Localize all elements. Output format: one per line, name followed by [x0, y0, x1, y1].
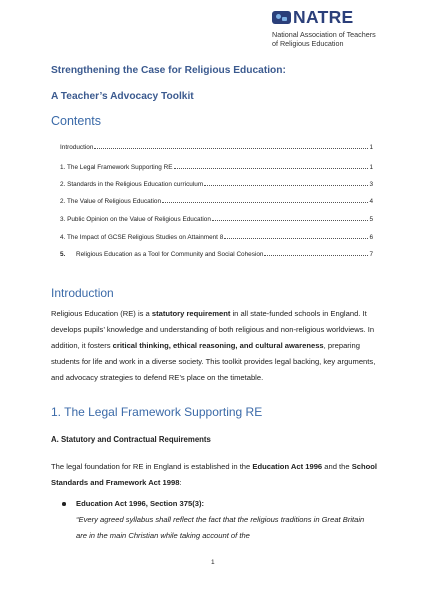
emphasis-statutory: statutory requirement: [151, 309, 231, 318]
toc-item-page: 4: [369, 198, 373, 205]
document-title-line1: Strengthening the Case for Religious Education:: [51, 65, 286, 76]
toc-item[interactable]: [60, 164, 373, 172]
toc-item[interactable]: [60, 198, 373, 206]
emphasis-skills: critical thinking, ethical reasoning, and cultural awareness: [112, 341, 324, 351]
bullet-quote: “Every agreed syllabus shall reflect the fact that the religious traditions in Great Britain are in the main Christian while taking account of the: [76, 515, 365, 541]
toc-item-label: [60, 251, 263, 259]
toc-item-label: 1. The Legal Framework Supporting RE: [60, 164, 173, 171]
toc-item-label: 2. Standards in the Religious Education curriculum: [60, 181, 204, 188]
toc-item[interactable]: [60, 216, 373, 224]
toc-leader: [162, 202, 368, 203]
toc-item-label: 3. Public Opinion on the Value of Religious Education: [60, 216, 211, 223]
bullet-heading: Education Act 1996, Section 375(3):: [76, 499, 205, 508]
toc-leader: [212, 220, 369, 221]
toc-leader: [94, 148, 368, 149]
logo-subtitle-line1: National Association of Teachers: [272, 30, 376, 39]
toc-item[interactable]: [60, 144, 373, 152]
toc-item-page: 1: [369, 144, 373, 151]
toc-item-label: Introduction: [60, 144, 94, 151]
natre-logo-icon: [272, 11, 291, 24]
toc-leader: [204, 185, 368, 186]
document-title-line2: A Teacher’s Advocacy Toolkit: [51, 91, 194, 102]
toc-item-page: 5: [369, 216, 373, 223]
toc-item-label: 2. The Value of Religious Education: [60, 198, 162, 205]
section1-subheading: A. Statutory and Contractual Requirements: [51, 435, 211, 444]
emphasis-education-act: Education Act 1996: [252, 462, 323, 471]
natre-logo: [272, 9, 420, 51]
section1-paragraph: The legal foundation for RE in England is established in the Education Act 1996 and the School Standards and Framework Act 1998:: [51, 462, 378, 488]
toc-item[interactable]: [60, 234, 373, 242]
bullet-icon: [62, 502, 66, 506]
toc-leader: [264, 255, 368, 256]
toc-item-page: 1: [369, 164, 373, 171]
toc-item-page: 3: [369, 181, 373, 188]
logo-subtitle: [272, 30, 376, 48]
logo-wordmark: NATRE: [293, 7, 354, 27]
toc-item-page: 7: [369, 251, 373, 258]
logo-subtitle-line2: of Religious Education: [272, 39, 344, 48]
toc-item[interactable]: [60, 181, 373, 189]
toc-item[interactable]: [60, 251, 373, 259]
page-number: 1: [211, 559, 215, 566]
toc-item-number: 5.: [60, 251, 66, 258]
toc-item-label: 4. The Impact of GCSE Religious Studies on Attainment 8: [60, 234, 224, 241]
introduction-paragraph: Religious Education (RE) is a statutory requirement in all state-funded schools in England. It develops pupils’ knowledge and understanding of both religious and non-religious worldviews. In addition, it fosters critical thinking, ethical reasoning, and cultural awareness, preparing students for life and work in a diverse society. This toolkit provides legal backing, key arguments, and advocacy strategies to defend RE’s place on the timetable.: [51, 309, 376, 383]
toc-item-page: 6: [369, 234, 373, 241]
toc-leader: [174, 168, 369, 169]
toc-leader: [224, 238, 368, 239]
contents-heading: Contents: [51, 114, 102, 128]
section1-heading: 1. The Legal Framework Supporting RE: [51, 405, 263, 419]
toc-item-text: Religious Education as a Tool for Community and Social Cohesion: [76, 251, 264, 258]
introduction-heading: Introduction: [51, 286, 114, 300]
emphasis-standards-act: School Standards and Framework Act 1998: [51, 462, 378, 488]
